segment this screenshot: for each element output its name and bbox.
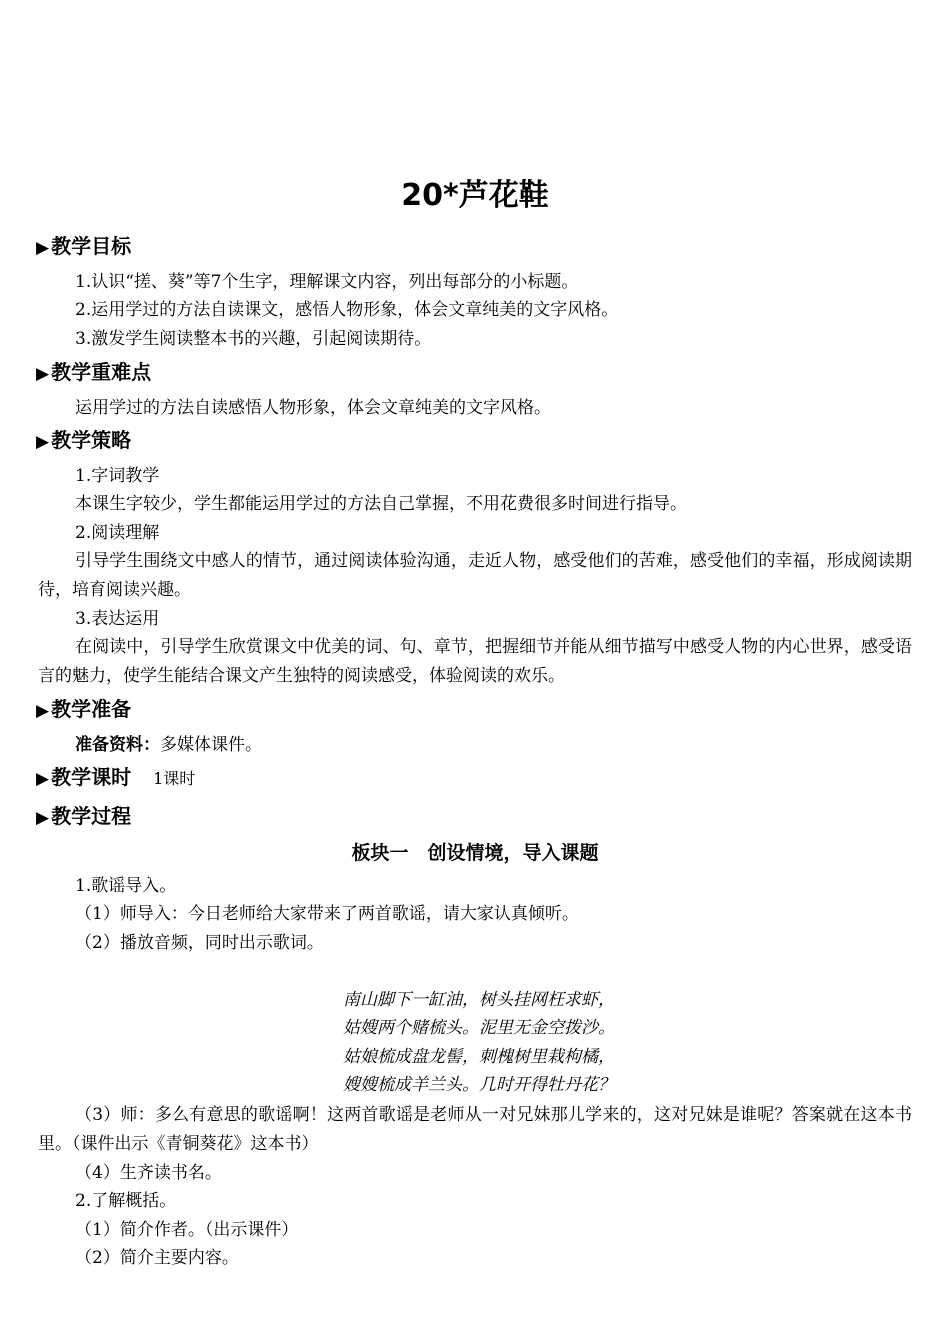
preparation-value: 多媒体课件。 — [160, 735, 262, 755]
hours-value: 1课时 — [153, 769, 196, 788]
process-substep: （4）生齐读书名。 — [75, 1163, 222, 1183]
strategy-item-title: 1.字词教学 — [75, 466, 160, 486]
process-step: 1.歌谣导入。 — [75, 876, 177, 896]
poem-line: 南山脚下一缸油，树头挂网枉求虾， — [343, 990, 615, 1010]
process-substep: （3）师：多么有意思的歌谣啊！这两首歌谣是老师从一对兄妹那儿学来的，这对兄妹是谁呢？答案就在这本书里。（课件出示《青铜葵花》这本书） — [38, 1105, 912, 1154]
goal-item: 3.激发学生阅读整本书的兴趣，引起阅读期待。 — [75, 329, 432, 349]
section-heading-hours: ▶ 教学课时 1课时 — [36, 765, 196, 789]
triangle-bullet-icon: ▶ — [36, 808, 50, 828]
strategy-item-text: 本课生字较少，学生都能运用学过的方法自己掌握，不用花费很多时间进行指导。 — [75, 494, 687, 514]
goal-item: 1.认识“搓、葵”等7个生字，理解课文内容，列出每部分的小标题。 — [75, 272, 579, 292]
triangle-bullet-icon: ▶ — [36, 238, 50, 258]
strategy-item-title: 2.阅读理解 — [75, 523, 160, 543]
document-title: 20*芦花鞋 — [401, 178, 549, 213]
triangle-bullet-icon: ▶ — [36, 364, 50, 384]
preparation-line — [75, 733, 262, 757]
strategy-item-title: 3.表达运用 — [75, 609, 160, 629]
poem-line: 姑嫂两个赌梳头。泥里无金空拨沙。 — [343, 1018, 615, 1038]
process-substep: （1）师导入：今日老师给大家带来了两首歌谣，请大家认真倾听。 — [75, 904, 579, 924]
strategy-item-text: 引导学生围绕文中感人的情节，通过阅读体验沟通，走近人物，感受他们的苦难，感受他们的幸福，形成阅读期待，培育阅读兴趣。 — [38, 551, 912, 600]
preparation-label: 准备资料： — [75, 735, 160, 755]
block-title: 板块一 创设情境，导入课题 — [351, 842, 599, 864]
strategy-item-text: 在阅读中，引导学生欣赏课文中优美的词、句、章节，把握细节并能从细节描写中感受人物的内心世界，感受语言的魅力，使学生能结合课文产生独特的阅读感受，体验阅读的欢乐。 — [38, 637, 912, 686]
process-substep: （2）简介主要内容。 — [75, 1248, 239, 1268]
goal-item: 2.运用学过的方法自读课文，感悟人物形象，体会文章纯美的文字风格。 — [75, 300, 619, 320]
process-substep: （2）播放音频，同时出示歌词。 — [75, 933, 324, 953]
section-heading-key-points: ▶ 教学重难点 — [36, 360, 152, 384]
key-points-text: 运用学过的方法自读感悟人物形象，体会文章纯美的文字风格。 — [75, 398, 551, 418]
section-heading-preparation: ▶ 教学准备 — [36, 697, 132, 721]
section-heading-goals: ▶ 教学目标 — [36, 234, 132, 258]
triangle-bullet-icon: ▶ — [36, 769, 50, 789]
process-substep: （1）简介作者。（出示课件） — [75, 1220, 299, 1240]
poem-line: 姑娘梳成盘龙髻，刺槐树里栽枸橘， — [343, 1047, 615, 1067]
triangle-bullet-icon: ▶ — [36, 701, 50, 721]
section-heading-strategy: ▶ 教学策略 — [36, 428, 132, 452]
triangle-bullet-icon: ▶ — [36, 432, 50, 452]
process-step: 2.了解概括。 — [75, 1191, 177, 1211]
section-heading-process: ▶ 教学过程 — [36, 804, 132, 828]
poem-line: 嫂嫂梳成羊兰头。几时开得牡丹花？ — [343, 1075, 615, 1095]
